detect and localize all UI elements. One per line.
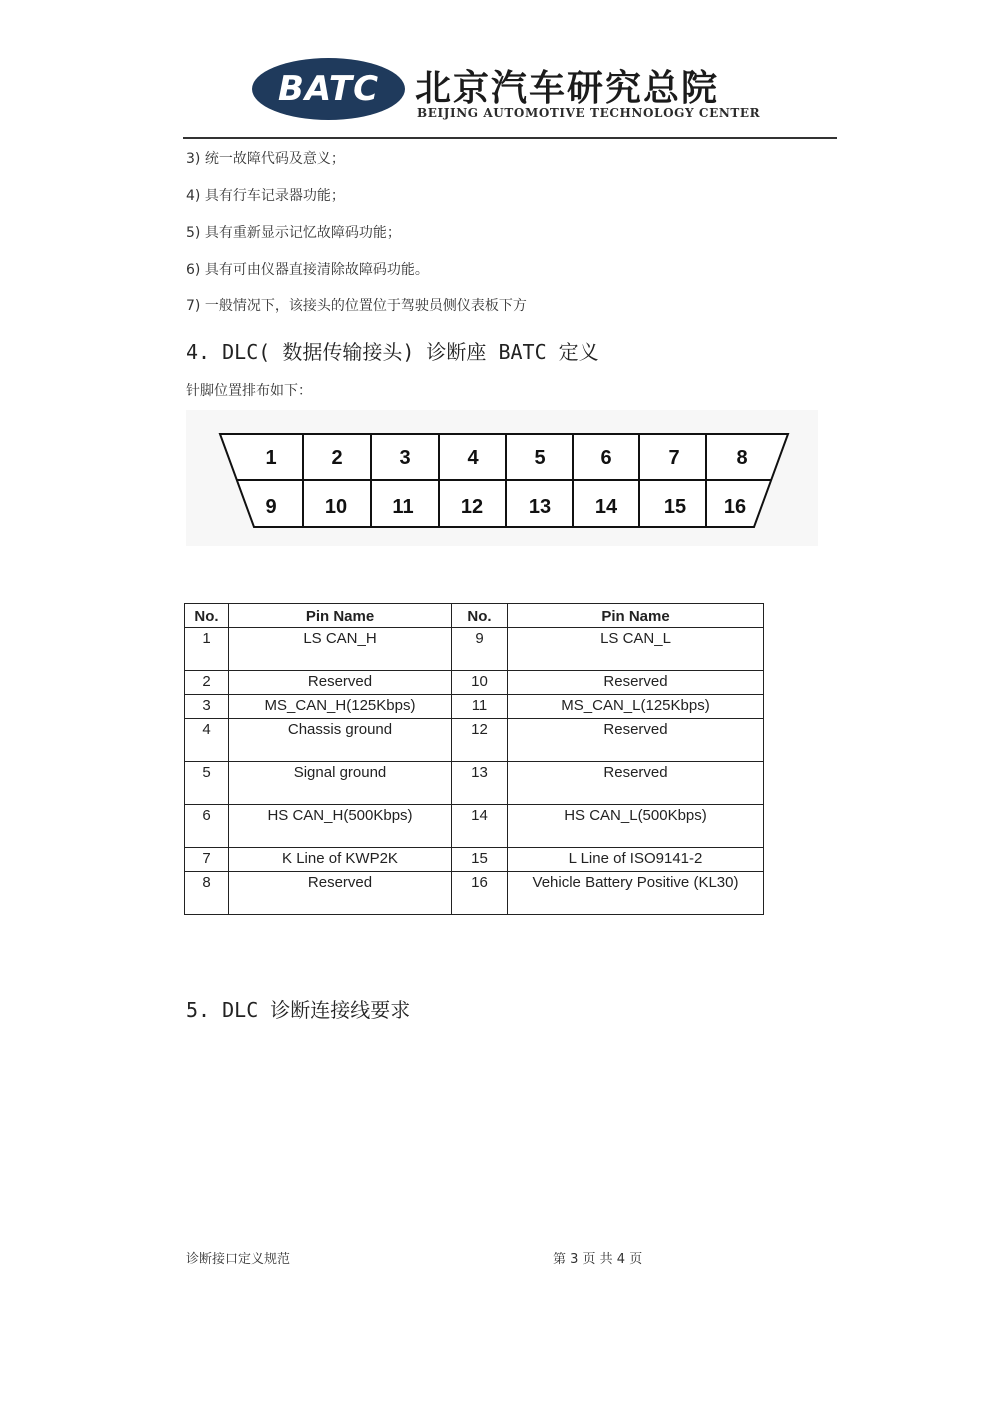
table-cell: Reserved [508,719,764,762]
table-cell: 13 [452,762,508,805]
pin-label: 7 [668,447,680,469]
table-row [185,695,764,719]
table-cell: HS CAN_H(500Kbps) [229,805,452,848]
pin-label: 12 [460,496,484,518]
table-cell: 12 [452,719,508,762]
pin-label: 3 [399,447,411,469]
column-header: No. [452,604,508,628]
table-cell: Reserved [508,762,764,805]
pin-label: 14 [594,496,618,518]
pin-label: 4 [467,447,479,469]
table-cell: 16 [452,872,508,915]
table-cell: 2 [185,671,229,695]
dlc-connector-diagram [186,410,818,546]
column-header: No. [185,604,229,628]
table-cell: Signal ground [229,762,452,805]
section-4-heading: 4. DLC( 数据传输接头) 诊断座 BATC 定义 [186,340,599,364]
table-cell: MS_CAN_H(125Kbps) [229,695,452,719]
table-cell: Reserved [508,671,764,695]
pin-label: 1 [265,447,277,469]
pin-label: 15 [663,496,687,518]
pin-label: 13 [528,496,552,518]
table-cell: Reserved [229,671,452,695]
list-item: 5) 具有重新显示记忆故障码功能； [186,225,401,241]
org-name-en: BEIJING AUTOMOTIVE TECHNOLOGY CENTER [417,106,761,120]
header-divider [183,137,837,139]
table-cell: 3 [185,695,229,719]
list-item: 3) 统一故障代码及意义； [186,151,345,167]
table-cell: 5 [185,762,229,805]
footer-doc-title: 诊断接口定义规范 [186,1252,291,1267]
pin-definition-table [184,603,764,915]
pin-label: 11 [392,496,414,518]
table-row [185,671,764,695]
list-item: 6) 具有可由仪器直接清除故障码功能。 [186,262,429,278]
table-cell: 10 [452,671,508,695]
pin-label: 2 [331,447,343,469]
pin-label: 9 [265,496,277,518]
table-cell: LS CAN_L [508,628,764,671]
table-row [185,848,764,872]
table-row [185,628,764,671]
list-item: 4) 具有行车记录器功能； [186,188,345,204]
table-cell: 15 [452,848,508,872]
logo-text: BATC [277,69,380,109]
table-header-row [185,604,764,628]
table-row [185,872,764,915]
table-cell: Reserved [229,872,452,915]
column-header: Pin Name [508,604,764,628]
table-cell: HS CAN_L(500Kbps) [508,805,764,848]
pin-label: 10 [324,496,348,518]
table-row [185,719,764,762]
list-item: 7) 一般情况下，该接头的位置位于驾驶员侧仪表板下方 [186,298,527,314]
table-cell: MS_CAN_L(125Kbps) [508,695,764,719]
table-cell: 11 [452,695,508,719]
table-cell: Chassis ground [229,719,452,762]
batc-logo [252,58,405,120]
section-4-intro: 针脚位置排布如下： [186,383,312,399]
pin-label: 8 [736,447,748,469]
table-row [185,805,764,848]
table-cell: 1 [185,628,229,671]
footer-page-info: 第 3 页 共 4 页 [553,1252,643,1267]
org-name-cn: 北京汽车研究总院 [415,67,720,109]
table-cell: 4 [185,719,229,762]
section-5-heading: 5. DLC 诊断连接线要求 [186,998,411,1022]
table-cell: 8 [185,872,229,915]
table-cell: Vehicle Battery Positive (KL30) [508,872,764,915]
table-cell: LS CAN_H [229,628,452,671]
column-header: Pin Name [229,604,452,628]
table-row [185,762,764,805]
pin-label: 6 [600,447,612,469]
table-cell: 6 [185,805,229,848]
pin-label: 5 [534,447,546,469]
table-cell: L Line of ISO9141-2 [508,848,764,872]
connector-svg [186,410,818,546]
table-cell: 14 [452,805,508,848]
table-cell: 7 [185,848,229,872]
table-cell: K Line of KWP2K [229,848,452,872]
table-cell: 9 [452,628,508,671]
pin-label: 16 [723,496,747,518]
